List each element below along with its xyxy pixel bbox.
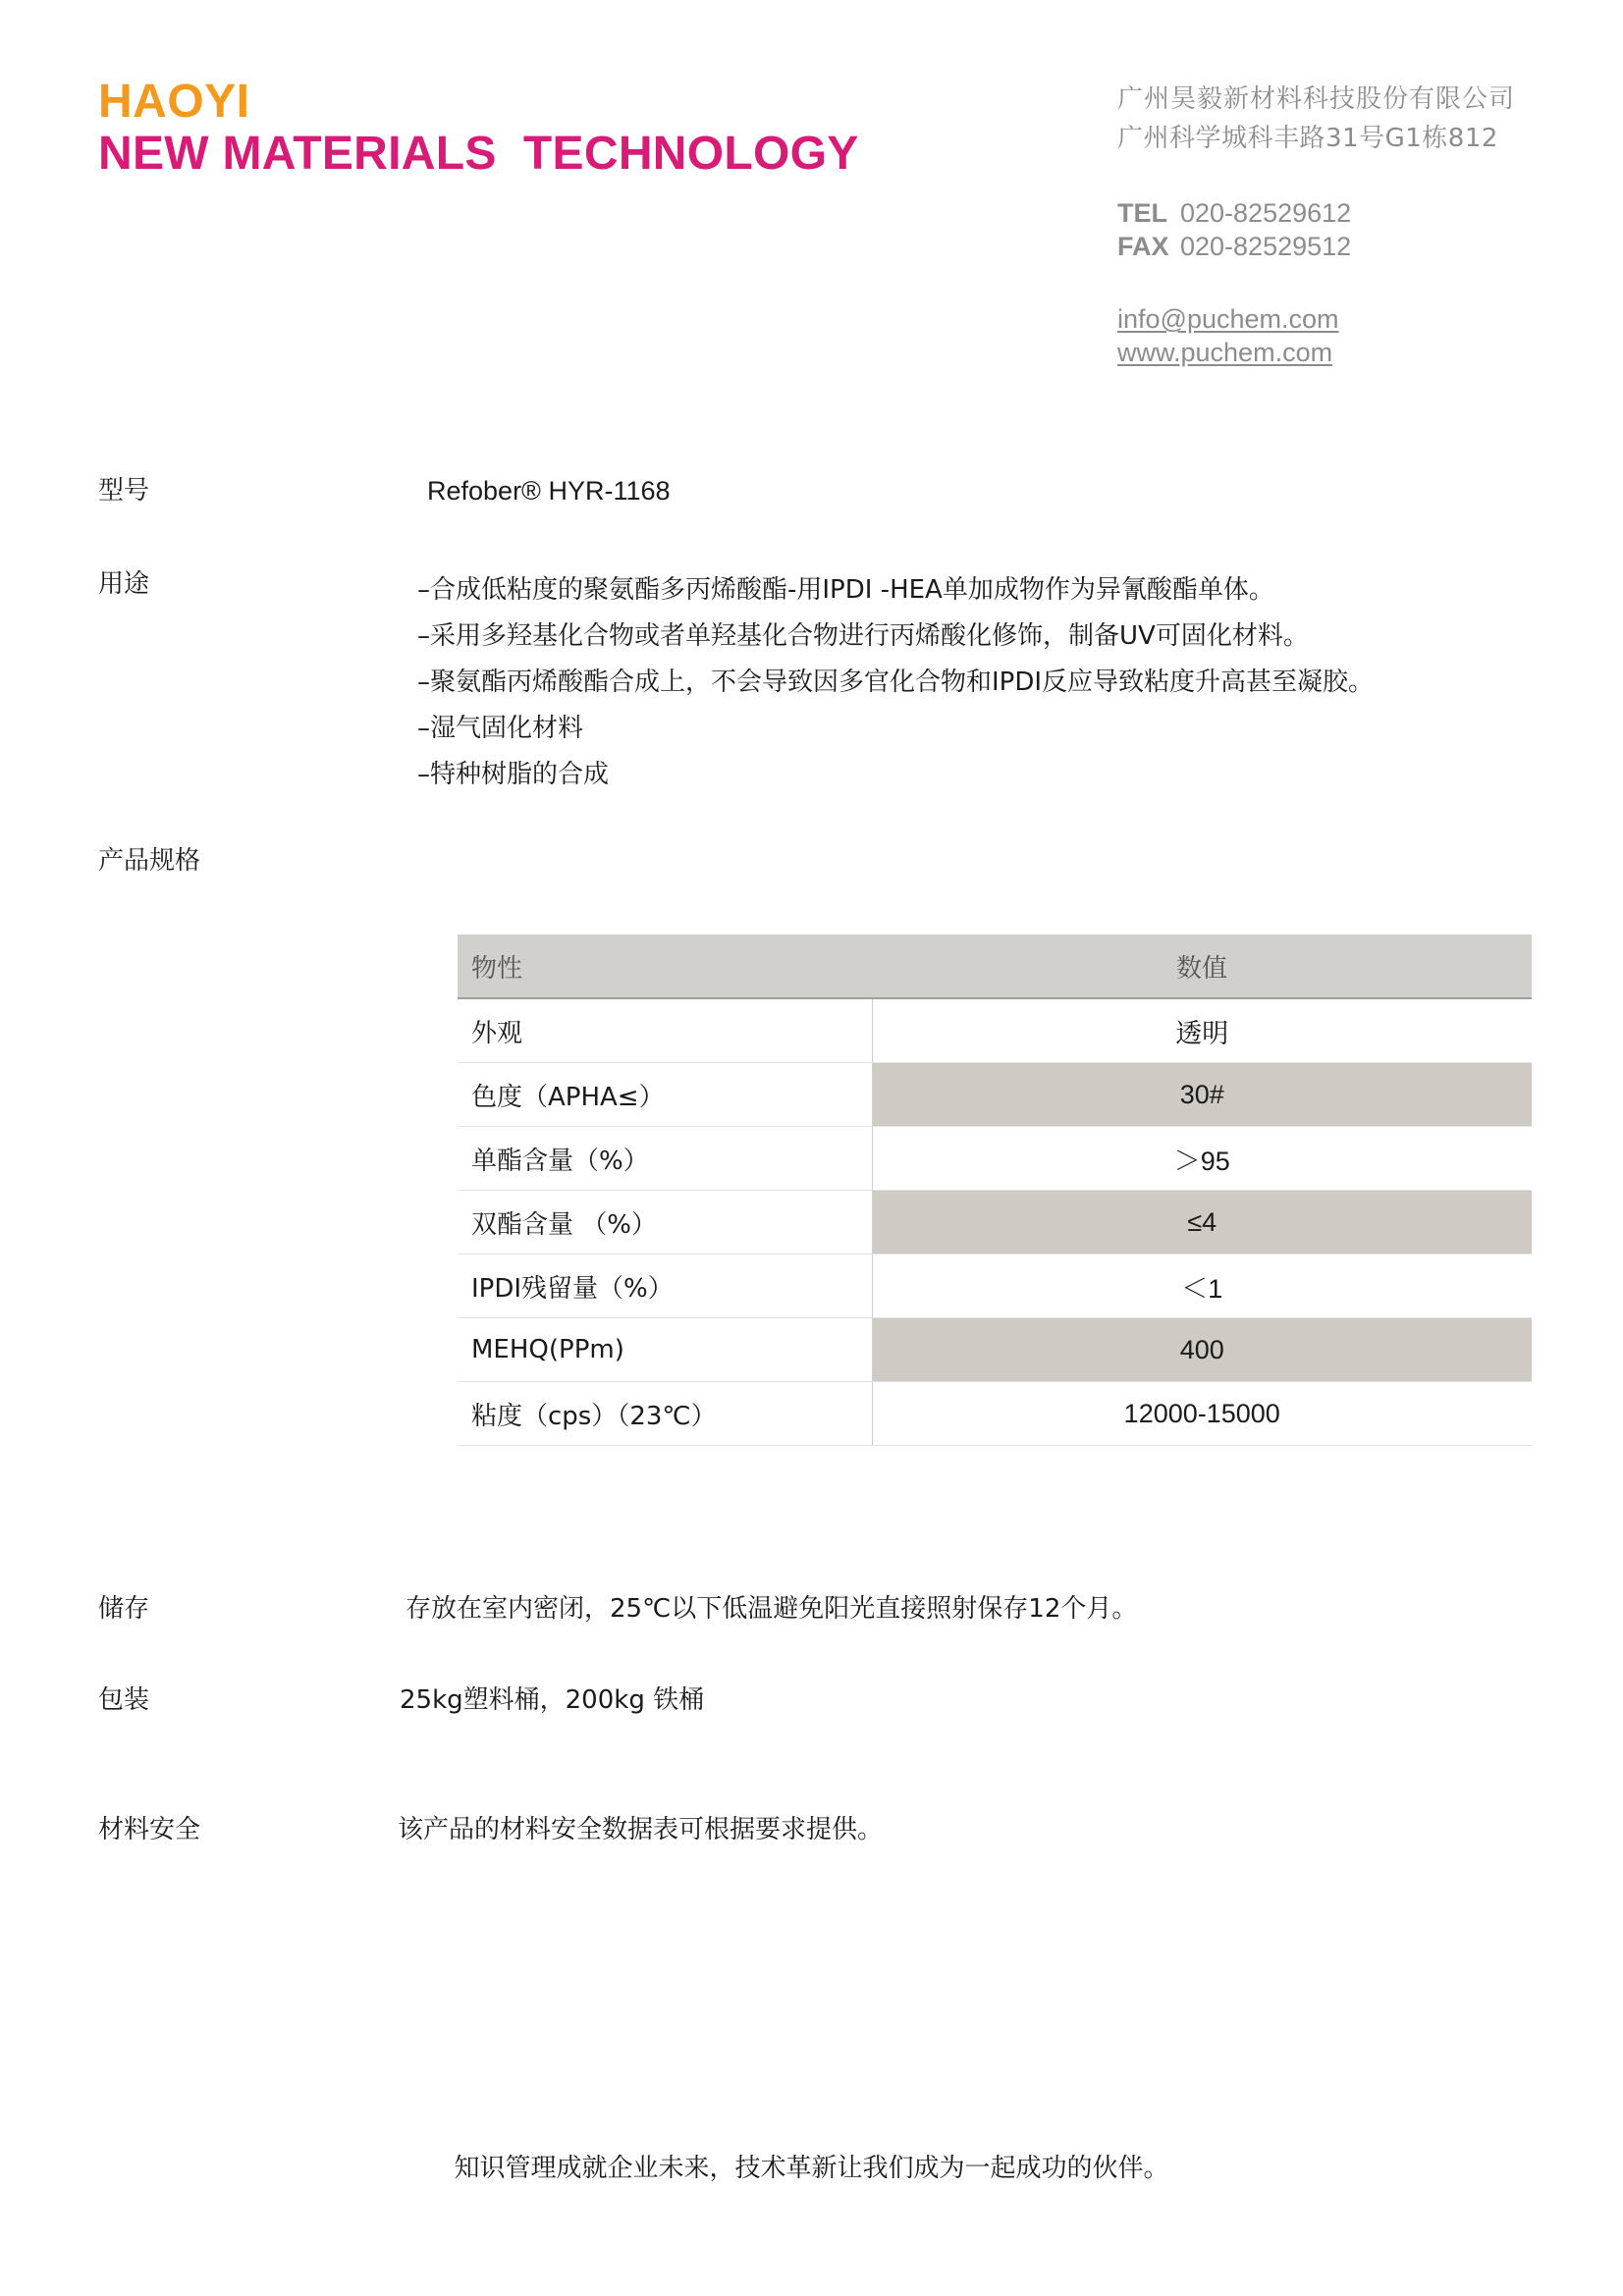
model-value: Refober® HYR-1168: [427, 476, 671, 506]
usage-item: –特种树脂的合成: [417, 760, 610, 789]
spec-table: [458, 934, 1532, 1446]
value-cell: 透明: [872, 998, 1532, 1063]
website-link[interactable]: www.puchem.com: [1117, 338, 1333, 367]
table-row: [458, 1255, 1532, 1318]
email-link[interactable]: info@puchem.com: [1117, 304, 1339, 334]
property-cell: 粘度（cps）（23℃）: [458, 1382, 872, 1446]
usage-item: –聚氨酯丙烯酸酯合成上，不会导致因多官化合物和IPDI反应导致粘度升高甚至凝胶。: [417, 667, 1375, 697]
safety-label: 材料安全: [98, 1815, 201, 1844]
value-cell: ＞95: [872, 1127, 1532, 1191]
property-cell: 双酯含量 （%）: [458, 1191, 872, 1255]
footer-slogan: 知识管理成就企业未来，技术革新让我们成为一起成功的伙伴。: [454, 2154, 1169, 2183]
fax: [1117, 230, 1351, 263]
website-row: [1117, 336, 1332, 370]
value-cell: 12000-15000: [872, 1382, 1532, 1446]
table-row: [458, 1318, 1532, 1382]
usage-item: –合成低粘度的聚氨酯多丙烯酸酯-用IPDI -HEA单加成物作为异氰酸酯单体。: [417, 575, 1274, 605]
usage-item: –采用多羟基化合物或者单羟基化合物进行丙烯酸化修饰，制备UV可固化材料。: [417, 621, 1309, 651]
tel-label: TEL: [1117, 198, 1167, 228]
usage-item: –湿气固化材料: [417, 714, 584, 743]
brand-name-line2: NEW MATERIALS TECHNOLOGY: [98, 128, 859, 180]
tel-number: 020-82529612: [1180, 198, 1352, 228]
table-row: [458, 1191, 1532, 1255]
table-row: [458, 998, 1532, 1063]
email-row: [1117, 302, 1339, 337]
packaging-label: 包装: [98, 1685, 150, 1715]
spec-table-header: [458, 934, 1532, 998]
safety-value: 该产品的材料安全数据表可根据要求提供。: [398, 1815, 884, 1844]
column-header-property: 物性: [458, 934, 872, 998]
company-name: 广州昊毅新材料科技股份有限公司: [1117, 84, 1516, 114]
property-cell: 外观: [458, 998, 872, 1063]
property-cell: 色度（APHA≤）: [458, 1063, 872, 1127]
brand-name-line1: HAOYI: [98, 76, 250, 128]
value-cell: ＜1: [872, 1255, 1532, 1318]
storage-value: 存放在室内密闭，25℃以下低温避免阳光直接照射保存12个月。: [406, 1594, 1138, 1624]
value-cell: ≤4: [872, 1191, 1532, 1255]
value-cell: 400: [872, 1318, 1532, 1382]
usage-label: 用途: [98, 569, 150, 599]
column-header-value: 数值: [872, 934, 1532, 998]
fax-number: 020-82529512: [1180, 232, 1352, 261]
telephone: [1117, 196, 1351, 230]
company-address: 广州科学城科丰路31号G1栋812: [1117, 124, 1498, 153]
storage-label: 储存: [98, 1594, 150, 1624]
packaging-value: 25kg塑料桶，200kg 铁桶: [400, 1685, 705, 1715]
property-cell: IPDI残留量（%）: [458, 1255, 872, 1318]
property-cell: 单酯含量（%）: [458, 1127, 872, 1191]
model-label: 型号: [98, 476, 150, 506]
table-row: [458, 1063, 1532, 1127]
table-row: [458, 1382, 1532, 1446]
fax-label: FAX: [1117, 232, 1169, 261]
table-row: [458, 1127, 1532, 1191]
property-cell: MEHQ(PPm): [458, 1318, 872, 1382]
value-cell: 30#: [872, 1063, 1532, 1127]
usage-list: [417, 567, 1374, 798]
specs-label: 产品规格: [98, 846, 201, 876]
